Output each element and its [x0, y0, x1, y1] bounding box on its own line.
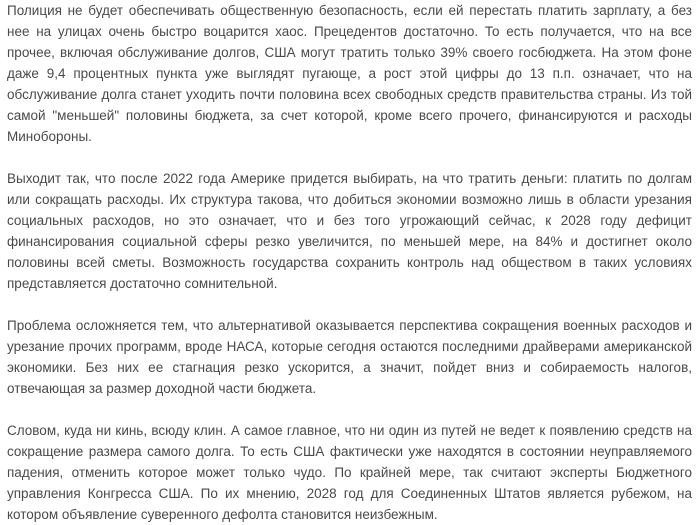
article-paragraph-4: Словом, куда ни кинь, всюду клин. А самое главное, что ни один из путей не ведет к появлению средств на сокращение размера самого долга. То есть США фактически уже находятся в состоянии неуправляемого падения, отменить которое может только чудо. По крайней мере, так считают эксперты Бюджетного управления Конгресса США. По их мнению, 2028 год для Соединенных Штатов является рубежом, на котором объявление суверенного дефолта становится неизбежным.	[7, 423, 692, 522]
article-paragraph-1: Полиция не будет обеспечивать общественную безопасность, если ей перестать платить зарплату, а без нее на улицах очень быстро воцарится хаос. Прецедентов достаточно. То есть получается, что на все прочее, включая обслуживание долгов, США могут тратить только 39% своего госбюджета. На этом фоне даже 9,4 процентных пункта уже выглядят пугающе, а рост этой цифры до 13 п.п. означает, что на обслуживание долга станет уходить почти половина всех свободных средств правительства страны. Из той самой "меньшей" половины бюджета, за счет которой, кроме всего прочего, финансируются и расходы Минобороны.	[7, 3, 692, 144]
article-paragraph-2: Выходит так, что после 2022 года Америке придется выбирать, на что тратить деньги: платить по долгам или сокращать расходы. Их структура такова, что добиться экономии возможно лишь в области урезания социальных расходов, но это означает, что и без того угрожающий сейчас, к 2028 году дефицит финансирования социальной сферы резко увеличится, по меньшей мере, на 84% и достигнет около половины всей сметы. Возможность государства сохранить контроль над обществом в таких условиях представляется достаточно сомнительной.	[7, 171, 692, 291]
article-paragraph-3: Проблема осложняется тем, что альтернативой оказывается перспектива сокращения военных расходов и урезание прочих программ, вроде НАСА, которые сегодня остаются последними драйверами американской экономики. Без них ее стагнация резко ускорится, а значит, пойдет вниз и собираемость налогов, отвечающая за размер доходной части бюджета.	[7, 318, 692, 396]
